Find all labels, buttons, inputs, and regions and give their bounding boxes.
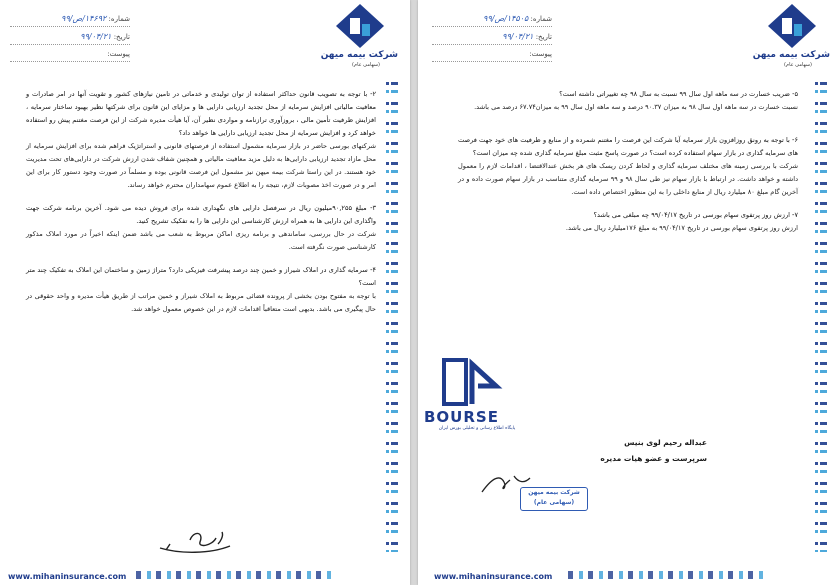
answer-4: با توجه به مفتوح بودن بخشی از پرونده قضائی مربوط به املاک شیراز و خمین مراتب از طریق هیأت مدیره و واحد حقوقی در حال پیگیری می باشد. بدیهی است متعاقباً اقدامات لازم در این خصوص معمول خواهد شد. [26, 292, 376, 313]
question-7: ۷- ارزش روز پرتفوی سهام بورسی در تاریخ ۹۹/۰۴/۱۷ چه مبلغی می باشد؟ [593, 211, 798, 219]
company-subtitle: (سهامی عام) [784, 62, 812, 68]
letter-attachment-row [432, 48, 552, 62]
company-subtitle: (سهامی عام) [352, 62, 380, 68]
mihan-logo-icon [336, 4, 384, 48]
letter-attachment-label: پیوست: [107, 50, 130, 58]
letter-number-label: شماره: [530, 15, 552, 23]
mihan-logo-icon [768, 4, 816, 48]
letter-body-left [26, 88, 376, 316]
letter-number-value: ۱۴۵۰۵/ص/۹۹ [483, 14, 529, 23]
letter-date-row [432, 30, 552, 45]
handwritten-signature [120, 520, 260, 560]
answer-7: ارزش روز پرتفوی سهام بورسی در تاریخ ۹۹/۰۴/۱۷ به مبلغ ۱۷۶میلیارد ریال می باشد. [565, 224, 798, 232]
bourse24-wordmark: BOURSE [424, 408, 499, 426]
letter-date-row [10, 30, 130, 45]
logo-border-strip [386, 82, 398, 552]
answer-3: شرکت در حال بررسی، ساماندهی و برنامه ریزی اماکن مربوط به شعب می باشد ضمن اینکه اخیراً در مورد املاک مذکور کارشناسی صورت نگرفته است. [26, 230, 376, 251]
letter-number-row [432, 12, 552, 27]
seal-line-2: (سهامی عام) [533, 499, 575, 506]
letter-number-value: ۱۴۶۹۲/ص/۹۹ [61, 14, 107, 23]
company-logo [320, 4, 398, 68]
letter-date-label: تاریخ: [535, 33, 552, 41]
letter-date-label: تاریخ: [113, 33, 130, 41]
company-logo [752, 4, 830, 68]
website-footer: www.mihaninsurance.com [8, 572, 127, 581]
question-3: ۳- مبلغ ۹۰,۲۵۵میلیون ریال در سرفصل دارایی های نگهداری شده برای فروش دیده می شود. آخرین برنامه شرکت جهت واگذاری این دارایی ها به همراه ارزش کارشناسی این دارایی ها را به تفکیک تشریح کنید. [26, 204, 376, 225]
signer-block [600, 435, 707, 467]
letter-body-right [458, 88, 798, 235]
question-4: ۴- سرمایه گذاری در املاک شیراز و خمین چند درصد پیشرفت فیزیکی دارد؟ متراژ زمین و ساختمان این املاک به تفکیک چند متر است؟ [26, 266, 376, 287]
letter-number-label: شماره: [108, 15, 130, 23]
question-5: ۵- ضریب خسارت در سه ماهه اول سال ۹۹ نسبت به سال ۹۸ چه تغییراتی داشته است؟ [559, 90, 798, 98]
website-footer: www.mihaninsurance.com [434, 572, 553, 581]
signer-title: سرپرست و عضو هیات مدیره [600, 454, 707, 463]
signer-name: عبداله رحیم لوی بنیس [624, 438, 707, 447]
letter-meta [432, 12, 552, 65]
logo-border-strip [815, 82, 827, 552]
seal-line-1: شرکت بیمه میهن [528, 489, 580, 496]
question-2: ۲- با توجه به تصویب قانون حداکثر استفاده از توان تولیدی و خدماتی در تامین نیازهای کشور و تقویت آنها در امر صادرات و معافیت مالیاتی افزایش سرمایه از محل تجدید ارزیابی دارایی ها و مزایای این قانون برای شرکتها نظیر بهبود ساختار سرمایه ، افزایش ظرفیت تأمین مالی ، بروزآوری ترازنامه و مواردی نظیر آن، آیا هیأت مدیره شرکت از این فرصت مغتنم پیش رو استفاده خواهد کرد و افزایش سرمایه از محل تجدید ارزیابی دارایی ها خواهد داد؟ [26, 90, 376, 137]
answer-2: شرکتهای بورسی حاضر در بازار سرمایه مشمول استفاده از فرصتهای قانونی و استراتژیک فراهم شده برای افزایش سرمایه از محل مازاد تجدید ارزیابی دارایی‌ها به دلیل مزید معافیت مالیاتی و همچنین شفاف شدن ارزش شرکت در دارایی‌های تحت مدیریت خود هستند. در این راستا شرکت بیمه میهن نیز مشمول این فرصت قانونی بوده و مسلماً در صورت وجود دستور کار برای این امر و در صورت اخذ مصوبات لازم، نتیجه را به اطلاع عموم سهامداران محترم خواهد رساند. [26, 142, 376, 189]
letter-date-value: ۹۹/۰۴/۲۱ [80, 32, 112, 41]
footer-logo-strip [568, 571, 768, 579]
company-name: شرکت بیمه میهن [320, 50, 398, 60]
footer-logo-strip [136, 571, 336, 579]
question-6: ۶- با توجه به رونق روزافزون بازار سرمایه آیا شرکت این فرصت را مغتنم شمرده و از منابع و ظرفیت های خود جهت فرصت های سرمایه گذاری در بازار سهام استفاده کرده است؟ در صورت پاسخ مثبت مبلغ سرمایه گذاری شده چه میزان است؟ [458, 136, 798, 157]
company-seal-stamp [520, 487, 588, 511]
answer-5: نسبت خسارت در سه ماهه اول سال ۹۸ به میزان ۹۰.۳۷ درصد و سه ماهه اول سال ۹۹ به میزان۶۷.۷۴ درصد می باشد. [474, 103, 798, 111]
letter-attachment-row [10, 48, 130, 62]
letter-date-value: ۹۹/۰۴/۲۱ [502, 32, 534, 41]
letter-attachment-label: پیوست: [529, 50, 552, 58]
bourse24-watermark [420, 356, 530, 446]
company-name: شرکت بیمه میهن [752, 50, 830, 60]
letter-page-left [0, 0, 410, 585]
letter-number-row [10, 12, 130, 27]
bourse24-logo-icon [438, 356, 508, 410]
bourse24-subtitle: پایگاه اطلاع رسانی و تحلیلی بورس ایران [438, 426, 516, 431]
letter-meta [10, 12, 130, 65]
answer-6: شرکت با بررسی زمینه های مختلف سرمایه گذاری و لحاظ کردن ریسک های هر بخش عندالاقتضا ، اقدامات لازم را معمول داشته و خواهد داشت. در ارتباط با بازار سهام نیز طی سال ۹۸ و ۹۹ سرمایه گذاری متناسب در بازار سهام صورت داده و در آخرین گام مبلغ ۸۰ میلیارد ریال از منابع داخلی را به این منظور اختصاص داده است. [458, 162, 799, 196]
